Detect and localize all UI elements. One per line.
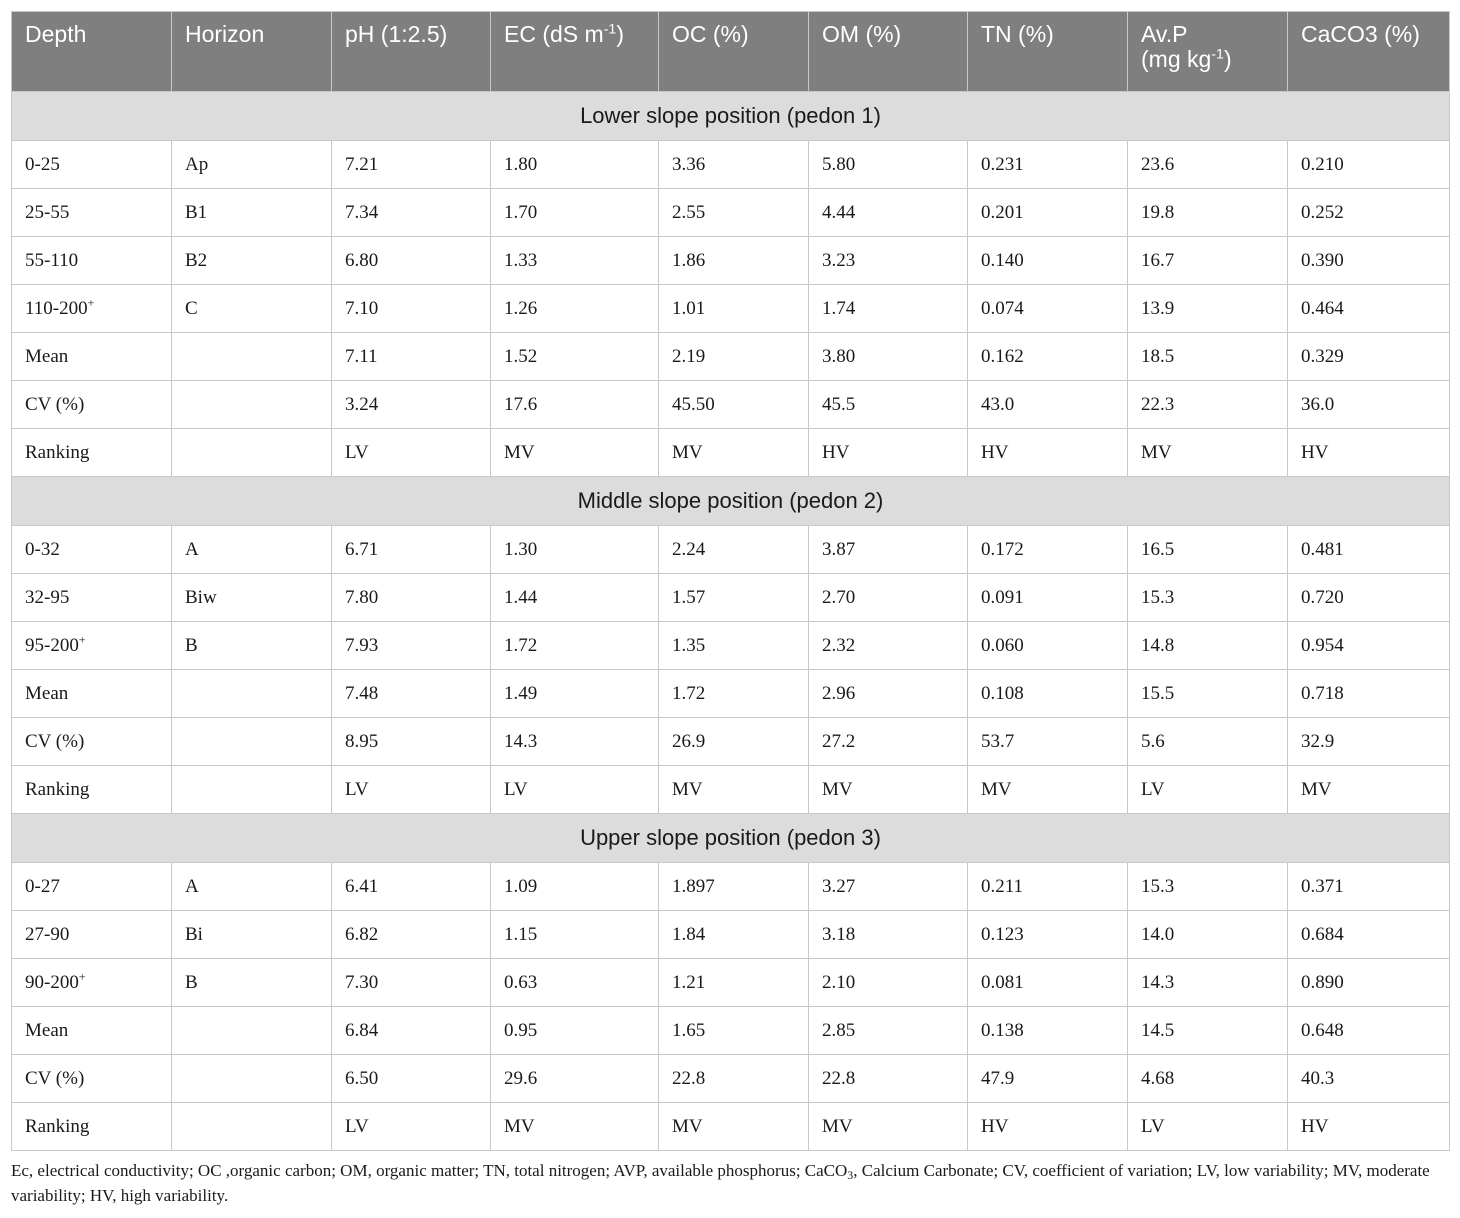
- table-row: [12, 718, 1450, 766]
- cell-tn: 0.140: [968, 237, 1128, 285]
- cell-caco3: 0.890: [1288, 959, 1450, 1007]
- depth-value: Mean: [25, 1019, 69, 1041]
- cell-oc: 1.21: [659, 959, 809, 1007]
- cell-ph: 7.10: [332, 285, 491, 333]
- cell-caco3: 0.718: [1288, 670, 1450, 718]
- header-caco3: CaCO3 (%): [1288, 12, 1450, 92]
- cell-caco3: 36.0: [1288, 381, 1450, 429]
- cell-oc: 1.86: [659, 237, 809, 285]
- cell-avp: 22.3: [1128, 381, 1288, 429]
- header-avp-line1: Av.P: [1141, 21, 1188, 47]
- cell-horizon: [172, 1007, 332, 1055]
- cell-om: 27.2: [809, 718, 968, 766]
- cell-depth: [12, 526, 172, 574]
- table-row: [12, 670, 1450, 718]
- cell-horizon: [172, 381, 332, 429]
- cell-depth: [12, 959, 172, 1007]
- depth-value: 0-27: [25, 875, 60, 897]
- cell-tn: 0.172: [968, 526, 1128, 574]
- cell-oc: MV: [659, 1103, 809, 1151]
- cell-depth: [12, 670, 172, 718]
- cell-avp: 16.5: [1128, 526, 1288, 574]
- depth-value: 27-90: [25, 923, 70, 945]
- table-row: [12, 141, 1450, 189]
- depth-value: Mean: [25, 345, 69, 367]
- cell-avp: MV: [1128, 429, 1288, 477]
- cell-ec: 1.49: [491, 670, 659, 718]
- footnote-subscript: 3: [847, 1167, 854, 1182]
- depth-value: 25-55: [25, 201, 70, 223]
- cell-horizon: A: [172, 863, 332, 911]
- depth-superscript: +: [87, 296, 95, 310]
- cell-ph: 8.95: [332, 718, 491, 766]
- cell-caco3: 40.3: [1288, 1055, 1450, 1103]
- header-ec-sup: -1: [603, 21, 617, 38]
- soil-properties-table: [11, 11, 1450, 1151]
- table-row: [12, 189, 1450, 237]
- cell-ph: 6.84: [332, 1007, 491, 1055]
- cell-horizon: [172, 670, 332, 718]
- cell-horizon: B2: [172, 237, 332, 285]
- cell-oc: 1.897: [659, 863, 809, 911]
- cell-ec: 1.52: [491, 333, 659, 381]
- cell-depth: [12, 622, 172, 670]
- cell-oc: 1.84: [659, 911, 809, 959]
- cell-ph: 3.24: [332, 381, 491, 429]
- cell-horizon: [172, 1055, 332, 1103]
- depth-value: 0-25: [25, 153, 60, 175]
- cell-horizon: C: [172, 285, 332, 333]
- cell-depth: [12, 718, 172, 766]
- cell-ph: 6.71: [332, 526, 491, 574]
- cell-ph: LV: [332, 766, 491, 814]
- cell-om: 2.70: [809, 574, 968, 622]
- cell-caco3: 0.481: [1288, 526, 1450, 574]
- cell-horizon: [172, 333, 332, 381]
- cell-caco3: 0.371: [1288, 863, 1450, 911]
- header-ec-text: EC (dS m: [504, 21, 604, 47]
- cell-ec: MV: [491, 1103, 659, 1151]
- header-oc: OC (%): [659, 12, 809, 92]
- cell-tn: 0.108: [968, 670, 1128, 718]
- cell-oc: MV: [659, 429, 809, 477]
- cell-caco3: 32.9: [1288, 718, 1450, 766]
- table-container: [11, 11, 1449, 1151]
- cell-avp: 18.5: [1128, 333, 1288, 381]
- cell-ec: 1.44: [491, 574, 659, 622]
- cell-ph: 7.11: [332, 333, 491, 381]
- cell-tn: MV: [968, 766, 1128, 814]
- depth-value: CV (%): [25, 730, 85, 752]
- header-tn: TN (%): [968, 12, 1128, 92]
- cell-oc: 1.57: [659, 574, 809, 622]
- cell-horizon: B1: [172, 189, 332, 237]
- cell-ec: LV: [491, 766, 659, 814]
- cell-depth: [12, 911, 172, 959]
- cell-ph: 6.50: [332, 1055, 491, 1103]
- table-row: [12, 574, 1450, 622]
- cell-om: 45.5: [809, 381, 968, 429]
- cell-caco3: 0.329: [1288, 333, 1450, 381]
- depth-value: Ranking: [25, 778, 90, 800]
- cell-horizon: [172, 1103, 332, 1151]
- cell-ec: 1.80: [491, 141, 659, 189]
- cell-horizon: [172, 766, 332, 814]
- cell-tn: 0.123: [968, 911, 1128, 959]
- cell-avp: 14.8: [1128, 622, 1288, 670]
- cell-ph: 7.34: [332, 189, 491, 237]
- cell-oc: 2.55: [659, 189, 809, 237]
- cell-ph: 6.41: [332, 863, 491, 911]
- cell-om: HV: [809, 429, 968, 477]
- cell-avp: LV: [1128, 766, 1288, 814]
- depth-value: 95-200: [25, 634, 79, 656]
- cell-horizon: [172, 718, 332, 766]
- cell-tn: 53.7: [968, 718, 1128, 766]
- cell-om: 3.80: [809, 333, 968, 381]
- cell-avp: 19.8: [1128, 189, 1288, 237]
- cell-ec: 1.30: [491, 526, 659, 574]
- cell-oc: 22.8: [659, 1055, 809, 1103]
- cell-depth: [12, 766, 172, 814]
- cell-horizon: Biw: [172, 574, 332, 622]
- cell-ec: 17.6: [491, 381, 659, 429]
- cell-om: 2.32: [809, 622, 968, 670]
- cell-ec: 1.15: [491, 911, 659, 959]
- cell-depth: [12, 141, 172, 189]
- cell-ec: 1.09: [491, 863, 659, 911]
- cell-depth: [12, 189, 172, 237]
- cell-caco3: 0.684: [1288, 911, 1450, 959]
- cell-oc: 45.50: [659, 381, 809, 429]
- header-ec-close: ): [616, 21, 625, 47]
- cell-tn: 0.211: [968, 863, 1128, 911]
- depth-value: Ranking: [25, 1115, 90, 1137]
- table-row: [12, 285, 1450, 333]
- cell-ec: 14.3: [491, 718, 659, 766]
- cell-avp: 15.3: [1128, 863, 1288, 911]
- cell-caco3: 0.464: [1288, 285, 1450, 333]
- depth-superscript: +: [78, 633, 86, 647]
- cell-tn: HV: [968, 429, 1128, 477]
- cell-avp: 16.7: [1128, 237, 1288, 285]
- cell-oc: 1.72: [659, 670, 809, 718]
- table-row: [12, 766, 1450, 814]
- section-row: [12, 477, 1450, 526]
- cell-depth: [12, 333, 172, 381]
- cell-om: 1.74: [809, 285, 968, 333]
- cell-ph: 6.80: [332, 237, 491, 285]
- header-avp-close: ): [1223, 46, 1232, 72]
- cell-caco3: HV: [1288, 429, 1450, 477]
- cell-tn: 43.0: [968, 381, 1128, 429]
- depth-superscript: +: [78, 970, 86, 984]
- table-row: [12, 1055, 1450, 1103]
- header-avp-text: (mg kg: [1141, 46, 1212, 72]
- cell-om: 2.10: [809, 959, 968, 1007]
- cell-om: 4.44: [809, 189, 968, 237]
- cell-oc: 1.35: [659, 622, 809, 670]
- cell-ec: 1.70: [491, 189, 659, 237]
- cell-caco3: 0.390: [1288, 237, 1450, 285]
- cell-avp: 14.0: [1128, 911, 1288, 959]
- cell-avp: 4.68: [1128, 1055, 1288, 1103]
- cell-caco3: MV: [1288, 766, 1450, 814]
- header-avp: [1128, 12, 1288, 92]
- cell-ph: 7.30: [332, 959, 491, 1007]
- cell-om: MV: [809, 766, 968, 814]
- cell-caco3: 0.252: [1288, 189, 1450, 237]
- cell-om: 3.87: [809, 526, 968, 574]
- cell-horizon: Bi: [172, 911, 332, 959]
- cell-ph: 7.48: [332, 670, 491, 718]
- section-row: [12, 92, 1450, 141]
- cell-depth: [12, 285, 172, 333]
- cell-horizon: Ap: [172, 141, 332, 189]
- cell-om: 5.80: [809, 141, 968, 189]
- cell-ph: LV: [332, 429, 491, 477]
- cell-tn: 0.091: [968, 574, 1128, 622]
- cell-tn: 0.138: [968, 1007, 1128, 1055]
- cell-depth: [12, 1103, 172, 1151]
- cell-oc: 3.36: [659, 141, 809, 189]
- cell-oc: 26.9: [659, 718, 809, 766]
- cell-tn: HV: [968, 1103, 1128, 1151]
- cell-avp: 13.9: [1128, 285, 1288, 333]
- cell-ec: MV: [491, 429, 659, 477]
- table-row: [12, 911, 1450, 959]
- cell-depth: [12, 1007, 172, 1055]
- cell-oc: 1.65: [659, 1007, 809, 1055]
- cell-avp: 14.3: [1128, 959, 1288, 1007]
- cell-oc: 2.24: [659, 526, 809, 574]
- cell-oc: 2.19: [659, 333, 809, 381]
- table-row: [12, 237, 1450, 285]
- cell-horizon: B: [172, 622, 332, 670]
- cell-avp: 23.6: [1128, 141, 1288, 189]
- cell-depth: [12, 429, 172, 477]
- cell-avp: 15.3: [1128, 574, 1288, 622]
- cell-depth: [12, 381, 172, 429]
- cell-tn: 0.162: [968, 333, 1128, 381]
- cell-om: 2.96: [809, 670, 968, 718]
- table-row: [12, 1103, 1450, 1151]
- cell-caco3: 0.648: [1288, 1007, 1450, 1055]
- table-row: [12, 1007, 1450, 1055]
- depth-value: Ranking: [25, 441, 90, 463]
- cell-ph: LV: [332, 1103, 491, 1151]
- cell-tn: 0.074: [968, 285, 1128, 333]
- cell-om: MV: [809, 1103, 968, 1151]
- cell-tn: 0.060: [968, 622, 1128, 670]
- depth-value: 90-200: [25, 971, 79, 993]
- table-row: [12, 863, 1450, 911]
- cell-om: 22.8: [809, 1055, 968, 1103]
- cell-om: 2.85: [809, 1007, 968, 1055]
- cell-horizon: B: [172, 959, 332, 1007]
- header-ec: [491, 12, 659, 92]
- cell-avp: 5.6: [1128, 718, 1288, 766]
- depth-value: CV (%): [25, 1067, 85, 1089]
- cell-ph: 7.80: [332, 574, 491, 622]
- cell-ec: 1.33: [491, 237, 659, 285]
- depth-value: 55-110: [25, 249, 79, 271]
- table-row: [12, 526, 1450, 574]
- depth-value: 110-200: [25, 297, 88, 319]
- cell-ph: 6.82: [332, 911, 491, 959]
- cell-depth: [12, 863, 172, 911]
- footnote-text-2: , Calcium Carbonate; CV, coefficient of variation; LV, low variability; MV, moderate variability; HV, high variability.: [11, 1161, 1430, 1205]
- header-avp-sup: -1: [1211, 46, 1224, 63]
- cell-ec: 0.95: [491, 1007, 659, 1055]
- cell-horizon: [172, 429, 332, 477]
- cell-ph: 7.21: [332, 141, 491, 189]
- table-row: [12, 959, 1450, 1007]
- cell-tn: 0.081: [968, 959, 1128, 1007]
- cell-caco3: 0.210: [1288, 141, 1450, 189]
- depth-value: CV (%): [25, 393, 85, 415]
- depth-value: 0-32: [25, 538, 60, 560]
- table-body: [12, 92, 1450, 1151]
- section-title: Middle slope position (pedon 2): [12, 477, 1450, 526]
- section-title: Upper slope position (pedon 3): [12, 814, 1450, 863]
- cell-om: 3.18: [809, 911, 968, 959]
- depth-value: Mean: [25, 682, 69, 704]
- table-row: [12, 333, 1450, 381]
- header-om: OM (%): [809, 12, 968, 92]
- header-depth: Depth: [12, 12, 172, 92]
- cell-ec: 1.26: [491, 285, 659, 333]
- table-row: [12, 381, 1450, 429]
- section-row: [12, 814, 1450, 863]
- cell-tn: 0.231: [968, 141, 1128, 189]
- table-row: [12, 622, 1450, 670]
- header-ph: pH (1:2.5): [332, 12, 491, 92]
- cell-tn: 47.9: [968, 1055, 1128, 1103]
- section-title: Lower slope position (pedon 1): [12, 92, 1450, 141]
- cell-avp: 14.5: [1128, 1007, 1288, 1055]
- footnote: [11, 1158, 1451, 1208]
- cell-caco3: 0.954: [1288, 622, 1450, 670]
- cell-ec: 0.63: [491, 959, 659, 1007]
- cell-depth: [12, 574, 172, 622]
- cell-tn: 0.201: [968, 189, 1128, 237]
- header-row: [12, 12, 1450, 92]
- cell-ec: 29.6: [491, 1055, 659, 1103]
- table-row: [12, 429, 1450, 477]
- cell-ec: 1.72: [491, 622, 659, 670]
- cell-depth: [12, 237, 172, 285]
- cell-oc: 1.01: [659, 285, 809, 333]
- cell-om: 3.23: [809, 237, 968, 285]
- footnote-text-1: Ec, electrical conductivity; OC ,organic carbon; OM, organic matter; TN, total nitrogen; AVP, available phosphorus; CaCO: [11, 1161, 848, 1180]
- depth-value: 32-95: [25, 586, 70, 608]
- cell-om: 3.27: [809, 863, 968, 911]
- cell-avp: 15.5: [1128, 670, 1288, 718]
- cell-horizon: A: [172, 526, 332, 574]
- cell-caco3: 0.720: [1288, 574, 1450, 622]
- cell-oc: MV: [659, 766, 809, 814]
- cell-depth: [12, 1055, 172, 1103]
- header-horizon: Horizon: [172, 12, 332, 92]
- cell-avp: LV: [1128, 1103, 1288, 1151]
- cell-ph: 7.93: [332, 622, 491, 670]
- cell-caco3: HV: [1288, 1103, 1450, 1151]
